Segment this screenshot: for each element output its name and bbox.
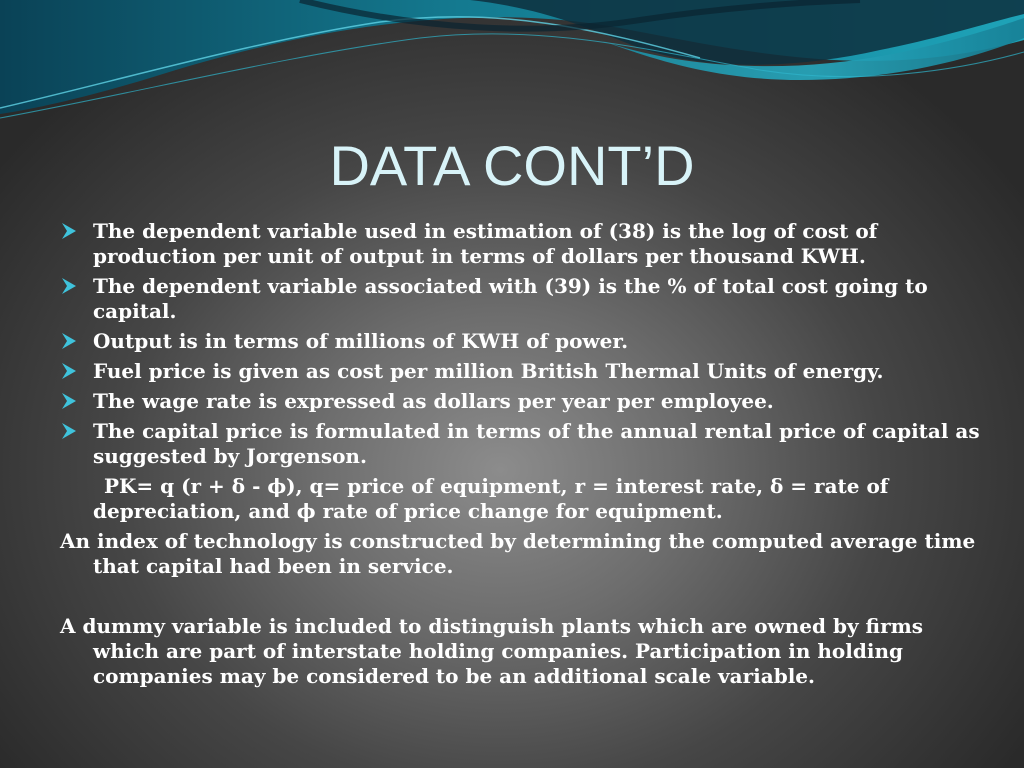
bullet-text: Fuel price is given as cost per million British Thermal Units of energy.: [93, 359, 884, 383]
slide-body: [60, 219, 990, 694]
capital-price-formula: PK= q (r + δ - ϕ), q= price of equipment, r = interest rate, δ = rate of depreciation, and ϕ rate of price change for equipment.: [93, 474, 889, 523]
bullet-item-output: [60, 329, 990, 354]
arrow-bullet-icon: [60, 331, 78, 351]
spacer: [60, 584, 990, 614]
header-wave-decoration: [0, 0, 1024, 130]
arrow-bullet-icon: [60, 361, 78, 381]
bullet-item-capital-price: [60, 419, 990, 469]
paragraph-technology-index: An index of technology is constructed by determining the computed average time that capital had been in service.: [60, 529, 976, 578]
arrow-bullet-icon: [60, 391, 78, 411]
bullet-item-dependent-variable-39: [60, 274, 990, 324]
bullet-text: The dependent variable used in estimation of (38) is the log of cost of production per unit of output in terms of dollars per thousand KWH.: [93, 219, 878, 268]
paragraph-dummy-variable: A dummy variable is included to distinguish plants which are owned by firms which are part of interstate holding companies. Participation in holding companies may be considered to be an additional scale variable.: [60, 614, 924, 688]
bullet-text: The dependent variable associated with (39) is the % of total cost going to capital.: [93, 274, 928, 323]
bullet-text: The capital price is formulated in terms of the annual rental price of capital as suggested by Jorgenson.: [93, 419, 980, 468]
bullet-text: The wage rate is expressed as dollars per year per employee.: [93, 389, 774, 413]
bullet-item-fuel-price: [60, 359, 990, 384]
slide-title: DATA CONT’D: [329, 134, 695, 197]
arrow-bullet-icon: [60, 221, 78, 241]
arrow-bullet-icon: [60, 276, 78, 296]
bullet-item-dependent-variable-38: [60, 219, 990, 269]
bullet-item-wage-rate: [60, 389, 990, 414]
bullet-text: Output is in terms of millions of KWH of power.: [93, 329, 629, 353]
arrow-bullet-icon: [60, 421, 78, 441]
